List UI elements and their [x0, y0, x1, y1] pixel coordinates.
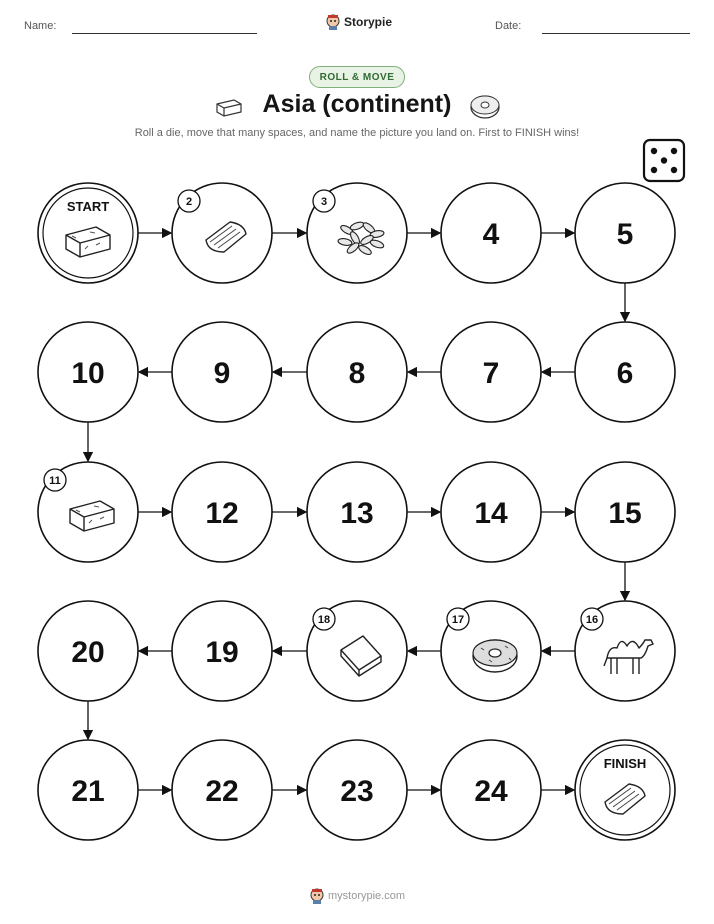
- name-label: Name:: [24, 20, 57, 32]
- space-number: 13: [340, 497, 374, 530]
- space-number: 6: [616, 357, 634, 390]
- board-space[interactable]: [307, 740, 407, 840]
- brand-name: Storypie: [344, 15, 393, 29]
- space-number: 5: [616, 218, 634, 251]
- space-label: FINISH: [603, 756, 647, 771]
- board-space[interactable]: [575, 462, 675, 562]
- board-space[interactable]: [38, 601, 138, 701]
- board-space[interactable]: [441, 601, 541, 701]
- board-space[interactable]: [172, 322, 272, 422]
- space-number: 23: [340, 775, 374, 808]
- space-number: 19: [205, 636, 239, 669]
- footer: [310, 888, 405, 904]
- finish-space[interactable]: [575, 740, 675, 840]
- board-space[interactable]: [441, 740, 541, 840]
- storypie-logo-icon: [310, 888, 324, 904]
- space-number: 24: [474, 775, 508, 808]
- board-space[interactable]: [172, 462, 272, 562]
- board-space[interactable]: [307, 183, 407, 283]
- board-space[interactable]: [575, 322, 675, 422]
- space-number: 2: [185, 196, 193, 208]
- space-number: 10: [71, 357, 105, 390]
- donut-icon: [473, 640, 517, 672]
- space-number: 8: [348, 357, 366, 390]
- space-number: 17: [451, 614, 465, 626]
- space-number: 4: [482, 218, 500, 251]
- board-space[interactable]: [172, 183, 272, 283]
- space-number: 14: [474, 497, 508, 530]
- space-number: 18: [317, 614, 331, 626]
- board-space[interactable]: [307, 322, 407, 422]
- board-space[interactable]: [575, 183, 675, 283]
- board-space[interactable]: [307, 462, 407, 562]
- space-number: 9: [213, 357, 231, 390]
- space-number: 7: [482, 357, 500, 390]
- page-title: Asia (continent): [262, 90, 452, 118]
- mode-badge: ROLL & MOVE: [309, 66, 405, 88]
- board-space[interactable]: [307, 601, 407, 701]
- space-number: 3: [320, 196, 328, 208]
- space-number: 22: [205, 775, 239, 808]
- space-number: 15: [608, 497, 642, 530]
- board-space[interactable]: [441, 322, 541, 422]
- start-space[interactable]: [38, 183, 138, 283]
- board-space[interactable]: [575, 601, 675, 701]
- board-space[interactable]: [441, 183, 541, 283]
- space-number: 20: [71, 636, 105, 669]
- board-space[interactable]: [172, 601, 272, 701]
- die-icon: [644, 140, 684, 181]
- space-number: 11: [49, 475, 61, 487]
- board-space[interactable]: [172, 740, 272, 840]
- board-space[interactable]: [38, 740, 138, 840]
- date-label: Date:: [495, 20, 522, 32]
- board-space[interactable]: [38, 322, 138, 422]
- space-number: 12: [205, 497, 239, 530]
- instructions: Roll a die, move that many spaces, and name the picture you land on. First to FINISH wins!: [134, 127, 580, 139]
- board-space[interactable]: [441, 462, 541, 562]
- footer-url: mystorypie.com: [328, 890, 406, 902]
- space-number: 21: [71, 775, 105, 808]
- space-label: START: [66, 199, 110, 214]
- board-space[interactable]: [38, 462, 138, 562]
- space-number: 16: [585, 614, 599, 626]
